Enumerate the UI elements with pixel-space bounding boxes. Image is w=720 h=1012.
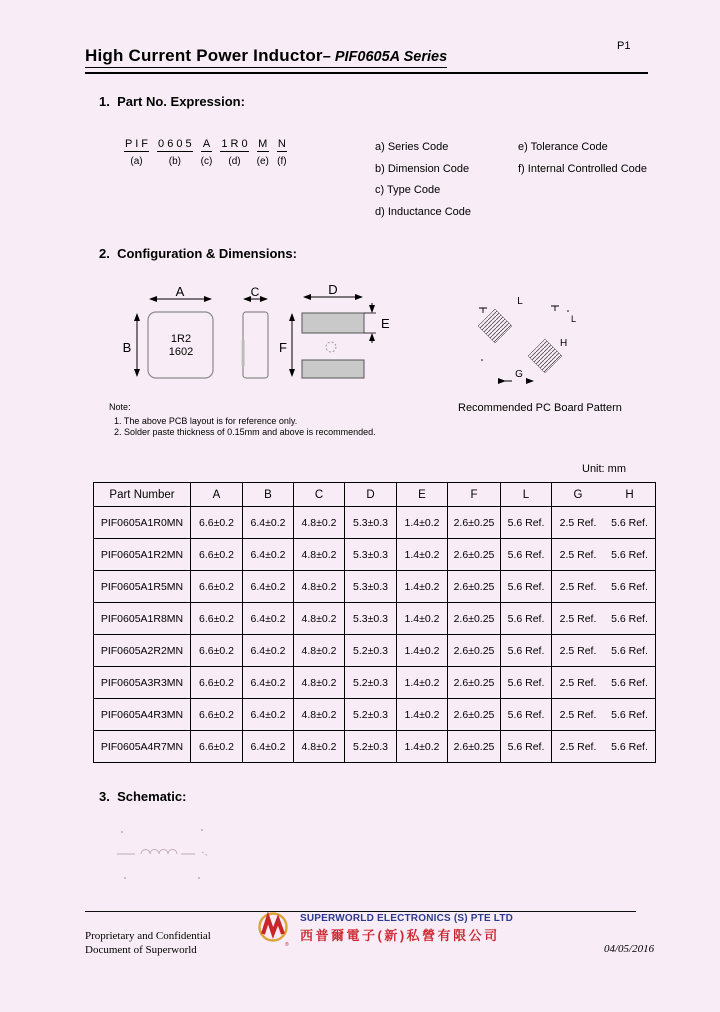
inductor-schematic-drawing xyxy=(115,826,220,882)
dimension-value-cell: 4.8±0.2 xyxy=(294,539,345,571)
dimension-value-cell: 5.6 Ref. xyxy=(604,571,656,603)
table-header-cell: E xyxy=(397,483,448,507)
table-row xyxy=(94,731,656,763)
note-list xyxy=(114,416,376,438)
dimensions-table-container xyxy=(93,482,656,763)
confidentiality-line2: Document of Superworld xyxy=(85,943,197,956)
pcb-dim-label-l: L xyxy=(517,296,523,307)
dimension-value-cell: 4.8±0.2 xyxy=(294,699,345,731)
dimension-value-cell: 5.6 Ref. xyxy=(604,635,656,667)
pcb-pattern-drawing xyxy=(478,296,576,381)
table-row xyxy=(94,571,656,603)
configuration-dimensions-drawing xyxy=(100,278,620,403)
part-code-segment: M xyxy=(258,138,268,150)
table-row xyxy=(94,667,656,699)
dimension-value-cell: 1.4±0.2 xyxy=(397,571,448,603)
dimensions-table xyxy=(93,482,656,763)
dimension-value-cell: 2.5 Ref. xyxy=(552,731,604,763)
expression-group xyxy=(201,138,213,167)
table-header-cell: A xyxy=(191,483,243,507)
table-header-cell: D xyxy=(345,483,397,507)
part-number-cell: PIF0605A2R2MN xyxy=(94,635,191,667)
part-code-segment: 1 R 0 xyxy=(221,138,248,150)
table-header-cell: G xyxy=(552,483,604,507)
dimension-value-cell: 2.6±0.25 xyxy=(448,539,501,571)
pcb-dim-label-h: H xyxy=(560,338,568,349)
dimension-value-cell: 6.6±0.2 xyxy=(191,603,243,635)
part-code-key: (d) xyxy=(228,156,241,167)
note-title: Note: xyxy=(109,402,131,412)
dimension-value-cell: 5.6 Ref. xyxy=(501,667,552,699)
dimension-value-cell: 6.4±0.2 xyxy=(243,507,294,539)
dim-label-b: B xyxy=(122,340,132,355)
part-code-segment: A xyxy=(201,138,213,152)
dimension-value-cell: 6.6±0.2 xyxy=(191,507,243,539)
part-code-segment: N xyxy=(277,138,286,150)
table-header-cell: B xyxy=(243,483,294,507)
part-code-key: (e) xyxy=(256,156,269,167)
dimension-value-cell: 5.6 Ref. xyxy=(604,603,656,635)
expression-group xyxy=(157,138,193,167)
dimension-value-cell: 6.4±0.2 xyxy=(243,571,294,603)
dimension-value-cell: 2.6±0.25 xyxy=(448,635,501,667)
dimension-value-cell: 2.5 Ref. xyxy=(552,635,604,667)
section2-heading: 2. Configuration & Dimensions: xyxy=(99,246,297,261)
dimension-value-cell: 5.6 Ref. xyxy=(501,507,552,539)
dimension-value-cell: 2.5 Ref. xyxy=(552,571,604,603)
dimension-value-cell: 5.6 Ref. xyxy=(604,699,656,731)
part-code-segment: P I F xyxy=(125,138,149,150)
part-code-key: (f) xyxy=(277,156,287,167)
expression-group xyxy=(257,138,269,167)
table-header-row xyxy=(94,483,656,507)
dimension-value-cell: 5.6 Ref. xyxy=(501,603,552,635)
table-header-cell: Part Number xyxy=(94,483,191,507)
dimension-value-cell: 6.4±0.2 xyxy=(243,667,294,699)
dimension-value-cell: 6.6±0.2 xyxy=(191,635,243,667)
part-code-segment: 0 6 0 5 xyxy=(158,138,192,150)
expression-group xyxy=(220,138,248,167)
confidentiality-notice xyxy=(85,930,211,957)
expression-group xyxy=(277,138,287,167)
footer-divider xyxy=(85,911,636,912)
table-row xyxy=(94,635,656,667)
dimension-value-cell: 2.5 Ref. xyxy=(552,667,604,699)
document-title: High Current Power Inductor xyxy=(85,46,323,65)
pcb-dim-label-l2: L xyxy=(571,314,577,324)
dimension-value-cell: 1.4±0.2 xyxy=(397,731,448,763)
dimension-value-cell: 5.2±0.3 xyxy=(345,667,397,699)
dimension-value-cell: 1.4±0.2 xyxy=(397,539,448,571)
part-number-cell: PIF0605A1R2MN xyxy=(94,539,191,571)
confidentiality-line1: Proprietary and Confidential xyxy=(85,930,211,942)
code-legend-column-2 xyxy=(518,137,647,180)
company-block xyxy=(300,913,513,944)
part-number-cell: PIF0605A1R5MN xyxy=(94,571,191,603)
top-view-drawing xyxy=(123,284,213,378)
dimension-value-cell: 5.6 Ref. xyxy=(604,731,656,763)
company-name-en: SUPERWORLD ELECTRONICS (S) PTE LTD xyxy=(300,913,514,924)
dimension-value-cell: 6.6±0.2 xyxy=(191,699,243,731)
part-number-expression xyxy=(124,138,287,167)
document-date: 04/05/2016 xyxy=(604,943,655,955)
dimension-value-cell: 2.5 Ref. xyxy=(552,699,604,731)
dimension-value-cell: 6.4±0.2 xyxy=(243,635,294,667)
dim-label-d: D xyxy=(328,282,338,297)
dimension-value-cell: 1.4±0.2 xyxy=(397,603,448,635)
dim-label-e: E xyxy=(381,316,390,331)
dimension-value-cell: 4.8±0.2 xyxy=(294,571,345,603)
code-legend-item: f) Internal Controlled Code xyxy=(518,162,648,175)
dimension-value-cell: 1.4±0.2 xyxy=(397,507,448,539)
dimension-value-cell: 5.3±0.3 xyxy=(345,507,397,539)
table-header-cell: L xyxy=(501,483,552,507)
part-code-key: (b) xyxy=(168,156,181,167)
dimension-value-cell: 5.2±0.3 xyxy=(345,635,397,667)
dimension-value-cell: 5.2±0.3 xyxy=(345,699,397,731)
dimension-value-cell: 6.4±0.2 xyxy=(243,699,294,731)
note-item: 1. The above PCB layout is for reference only. xyxy=(114,416,298,426)
dimension-value-cell: 6.6±0.2 xyxy=(191,571,243,603)
dim-label-a: A xyxy=(175,284,185,299)
code-legend-item: e) Tolerance Code xyxy=(518,141,608,153)
dimension-value-cell: 4.8±0.2 xyxy=(294,731,345,763)
dimension-value-cell: 5.6 Ref. xyxy=(604,667,656,699)
dimension-value-cell: 2.6±0.25 xyxy=(448,699,501,731)
dimension-value-cell: 2.5 Ref. xyxy=(552,603,604,635)
table-row xyxy=(94,507,656,539)
dimension-value-cell: 4.8±0.2 xyxy=(294,635,345,667)
code-legend-item: c) Type Code xyxy=(375,184,441,196)
pcb-pattern-caption: Recommended PC Board Pattern xyxy=(458,402,622,414)
dimension-value-cell: 4.8±0.2 xyxy=(294,507,345,539)
dimension-value-cell: 6.6±0.2 xyxy=(191,667,243,699)
side-view-drawing xyxy=(242,285,268,378)
dimension-value-cell: 1.4±0.2 xyxy=(397,635,448,667)
dimension-value-cell: 1.4±0.2 xyxy=(397,667,448,699)
table-row xyxy=(94,603,656,635)
dimension-value-cell: 2.6±0.25 xyxy=(448,571,501,603)
part-number-cell: PIF0605A4R7MN xyxy=(94,731,191,763)
code-legend-item: d) Inductance Code xyxy=(375,205,472,218)
dimension-value-cell: 6.4±0.2 xyxy=(243,731,294,763)
dimension-value-cell: 5.6 Ref. xyxy=(501,731,552,763)
dimension-value-cell: 5.6 Ref. xyxy=(604,539,656,571)
dim-label-c: C xyxy=(250,285,260,299)
pcb-dim-label-g: G xyxy=(515,369,523,380)
expression-group xyxy=(124,138,149,167)
part-marking-line1: 1R2 xyxy=(170,333,192,345)
page-number: P1 xyxy=(617,40,631,52)
dimension-value-cell: 4.8±0.2 xyxy=(294,603,345,635)
dimension-value-cell: 2.5 Ref. xyxy=(552,507,604,539)
section1-heading: 1. Part No. Expression: xyxy=(99,94,245,109)
bottom-view-drawing xyxy=(279,282,390,378)
dimension-value-cell: 6.6±0.2 xyxy=(191,539,243,571)
page-header xyxy=(85,46,648,74)
dimension-value-cell: 1.4±0.2 xyxy=(397,699,448,731)
dimension-value-cell: 6.6±0.2 xyxy=(191,731,243,763)
dimension-value-cell: 2.6±0.25 xyxy=(448,507,501,539)
svg-text:®: ® xyxy=(285,942,289,948)
table-row xyxy=(94,699,656,731)
dimension-value-cell: 5.6 Ref. xyxy=(501,571,552,603)
part-number-cell: PIF0605A3R3MN xyxy=(94,667,191,699)
part-number-cell: PIF0605A4R3MN xyxy=(94,699,191,731)
dimensions-table-body xyxy=(94,507,656,763)
dimension-value-cell: 5.3±0.3 xyxy=(345,603,397,635)
dimension-value-cell: 5.3±0.3 xyxy=(345,539,397,571)
dimension-value-cell: 5.6 Ref. xyxy=(501,539,552,571)
note-item: 2. Solder paste thickness of 0.15mm and above is recommended. xyxy=(114,427,376,437)
dimension-value-cell: 2.6±0.25 xyxy=(448,603,501,635)
part-code-key: (c) xyxy=(200,156,213,167)
section3-heading: 3. Schematic: xyxy=(99,789,187,804)
series-name: – PIF0605A Series xyxy=(322,49,448,65)
table-header-cell: H xyxy=(604,483,656,507)
part-number-cell: PIF0605A1R8MN xyxy=(94,603,191,635)
dimension-value-cell: 4.8±0.2 xyxy=(294,667,345,699)
dimension-value-cell: 5.6 Ref. xyxy=(604,507,656,539)
code-legend-item: b) Dimension Code xyxy=(375,162,470,175)
code-legend-column-1 xyxy=(375,137,471,223)
dimension-value-cell: 2.5 Ref. xyxy=(552,539,604,571)
code-legend-item: a) Series Code xyxy=(375,141,449,153)
part-number-cell: PIF0605A1R0MN xyxy=(94,507,191,539)
part-code-key: (a) xyxy=(130,156,143,167)
table-header-cell: C xyxy=(294,483,345,507)
unit-label: Unit: mm xyxy=(582,463,626,475)
dimension-value-cell: 6.4±0.2 xyxy=(243,539,294,571)
dimension-value-cell: 5.6 Ref. xyxy=(501,699,552,731)
table-header-cell: F xyxy=(448,483,501,507)
table-row xyxy=(94,539,656,571)
dimension-value-cell: 5.3±0.3 xyxy=(345,571,397,603)
dimension-value-cell: 5.6 Ref. xyxy=(501,635,552,667)
dimension-value-cell: 5.2±0.3 xyxy=(345,731,397,763)
superworld-logo-icon xyxy=(254,910,292,952)
dimension-value-cell: 2.6±0.25 xyxy=(448,667,501,699)
dim-label-f: F xyxy=(279,340,287,355)
dimension-value-cell: 2.6±0.25 xyxy=(448,731,501,763)
dimension-value-cell: 6.4±0.2 xyxy=(243,603,294,635)
company-name-cn: 西普爾電子(新)私營有限公司 xyxy=(300,928,500,943)
part-marking-line2: 1602 xyxy=(168,346,194,358)
